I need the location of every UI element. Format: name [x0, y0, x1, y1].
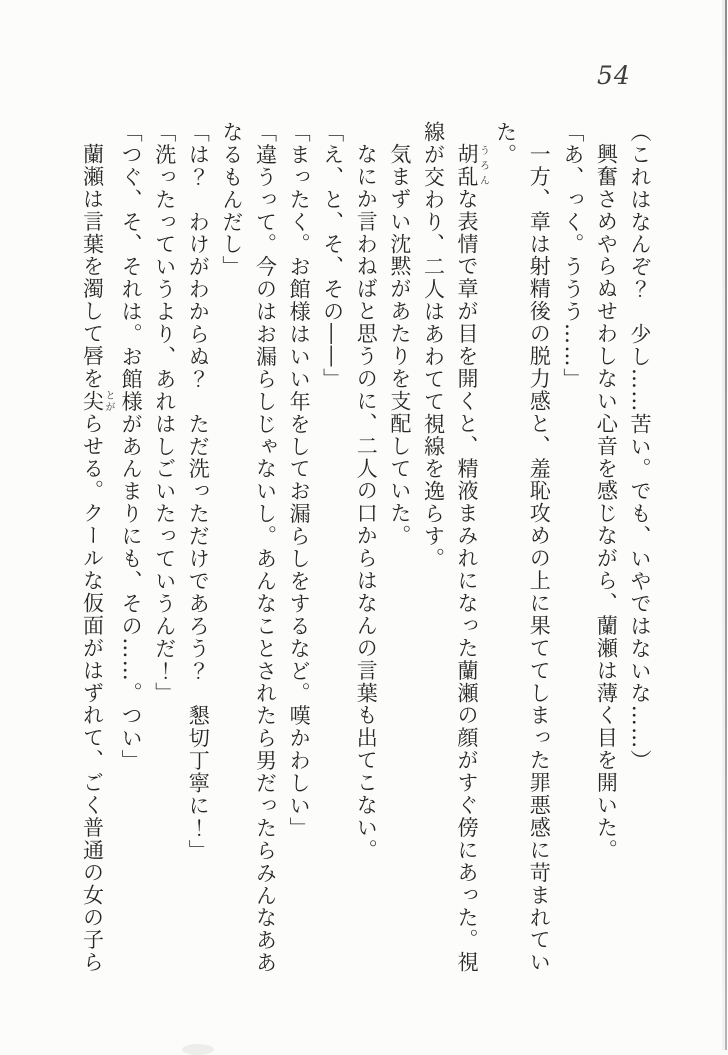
furigana: とが — [103, 389, 114, 413]
furigana: うろん — [477, 143, 489, 188]
text-column: 「は？ わけがわからぬ？ ただ洗っただけであろう？ 懇切丁寧に！」 — [186, 121, 211, 862]
text-column: なるもんだし」 — [219, 121, 244, 279]
text-column: 「つぐ、そ、それは。お館様があんまりにも、その……。つい」 — [119, 121, 144, 773]
text-column: 「まったく。お館様はいい年をしてお漏らしをするなど。嘆かわしい」 — [287, 121, 312, 840]
text-column: なにか言わねばと思うのに、二人の口からはなんの言葉も出てこない。 — [354, 143, 379, 862]
text-column: 一方、章は射精後の脱力感と、羞恥攻めの上に果ててしまった罪悪感に苛まれてい — [527, 143, 552, 974]
text-column: 興奮さめやらぬせわしない心音を感じながら、蘭瀬は薄く目を開いた。 — [594, 143, 619, 862]
body-text — [80, 121, 656, 979]
text-column: 「違うって。今のはお漏らしじゃないし。あんなことされたら男だったらみんなああ — [253, 121, 278, 975]
text-column: 蘭瀬は言葉を濁して唇を尖とがらせる。クールな仮面がはずれて、ごく普通の女の子ら — [80, 143, 114, 974]
page-number: 54 — [597, 61, 631, 90]
text-column: 「洗ったっていうより、あれはしごいたっていうんだ！」 — [152, 121, 177, 705]
text-column: （これはなんぞ？ 少し……苦い。でも、いやではないな……） — [628, 121, 652, 773]
text-column: 「あ、っく。ううう……」 — [560, 121, 585, 391]
text-column: 「え、と、そ、その――」 — [320, 121, 345, 391]
text-column: 線が交わり、二人はあわてて視線を逸らす。 — [421, 121, 446, 570]
text-column: た。 — [493, 121, 518, 166]
text-column: 胡乱うろんな表情で章が目を開くと、精液まみれになった蘭瀬の顔がすぐ傍にあった。視 — [455, 143, 489, 974]
text-column: 気まずい沈黙があたりを支配していた。 — [387, 143, 412, 548]
ruby-annotated-word: 尖とが — [80, 389, 114, 413]
scan-page-edge-line — [725, 0, 727, 1050]
ruby-annotated-word: 胡乱うろん — [455, 143, 489, 188]
